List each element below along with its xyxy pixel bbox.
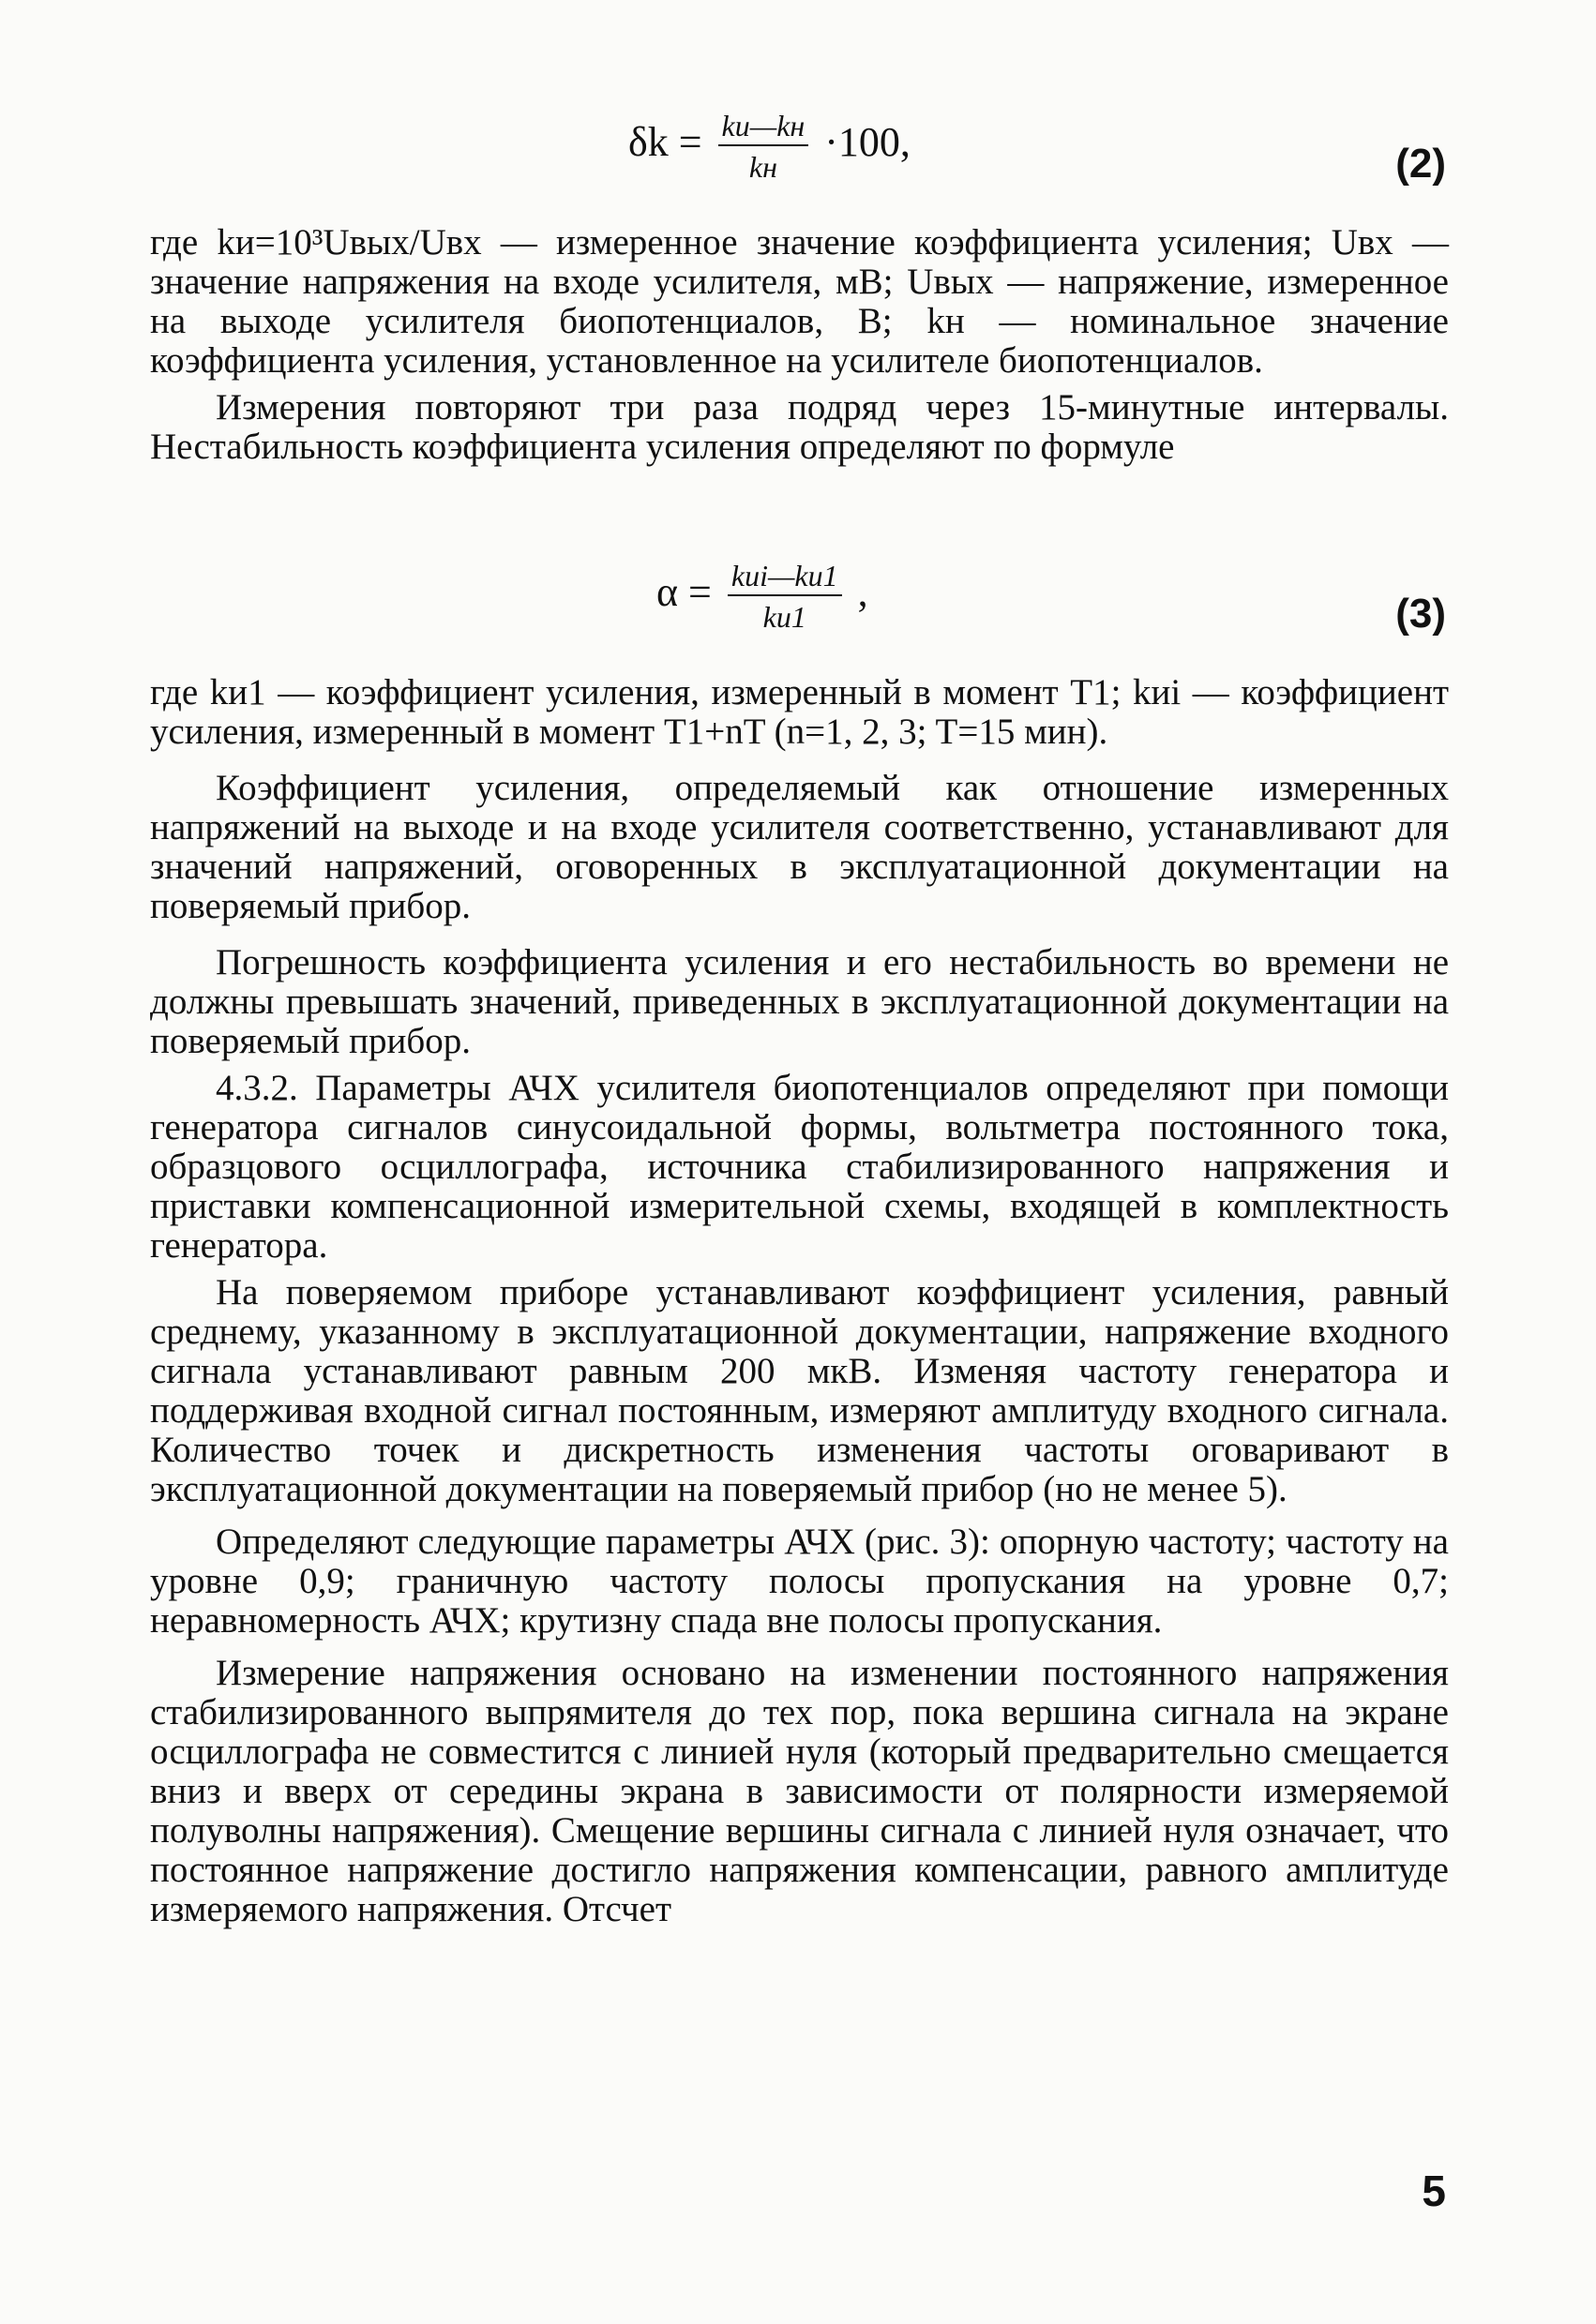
paragraph-definitions-1: где kи=10³Uвых/Uвх — измеренное значение коэффициента усиления; Uвх — значение напряжения на входе усилителя, мВ; Uвых — напряжение, измеренное на выходе усилителя биопотенциалов, В; kн — номинальное значение коэффициента усиления, установленное на усилителе биопотенциалов. [150,222,1449,381]
formula-2 [628,111,911,182]
paragraph-measurements: Измерения повторяют три раза подряд через 15-минутные интервалы. Нестабильность коэффициента усиления определяют по формуле [150,387,1449,467]
formula-2-lhs: δk = [628,119,702,166]
paragraph-setup: На поверяемом приборе устанавливают коэффициент усиления, равный среднему, указанному в эксплуатационной документации, напряжение входного сигнала устанавливают равным 200 мкВ. Изменяя частоту генератора и поддерживая входной сигнал постоянным, измеряют амплитуду входного сигнала. Количество точек и дискретность изменения частоты оговаривают в эксплуатационной документации на поверяемый прибор (но не менее 5). [150,1272,1449,1509]
formula-3-fraction [728,561,842,632]
formula-2-number: (2) [1395,141,1446,187]
formula-3-lhs: α = [656,569,712,616]
text-block-2 [150,673,1449,1929]
formula-3 [656,561,868,632]
paragraph-gain-ratio: Коэффициент усиления, определяемый как отношение измеренных напряжений на выходе и на входе усилителя соответственно, устанавливают для значений напряжений, оговоренных в эксплуатационной документации на поверяемый прибор. [150,768,1449,926]
page-number: 5 [1422,2167,1446,2215]
paragraph-parameters: Определяют следующие параметры АЧХ (рис. 3): опорную частоту; частоту на уровне 0,9; граничную частоту полосы пропускания на уровне 0,7; неравномерность АЧХ; крутизну спада вне полосы пропускания. [150,1522,1449,1641]
formula-2-fraction [718,111,809,182]
formula-2-numerator: kи—kн [718,111,809,146]
formula-2-denominator: kн [748,150,777,184]
formula-3-numerator: kиi—kи1 [728,561,842,596]
formula-3-denominator: kи1 [762,600,806,634]
paragraph-voltage-measurement: Измерение напряжения основано на изменении постоянного напряжения стабилизированного выпрямителя до тех пор, пока вершина сигнала на экране осциллографа не совместится с линией нуля (который предварительно смещается вниз и вверх от середины экрана в зависимости от полярности измеряемой полуволны напряжения). Смещение вершины сигнала с линией нуля означает, что постоянное напряжение достигло напряжения компенсации, равного амплитуде измеряемого напряжения. Отсчет [150,1653,1449,1929]
formula-3-number: (3) [1395,591,1446,637]
paragraph-section-4-3-2: 4.3.2. Параметры АЧХ усилителя биопотенциалов определяют при помощи генератора сигналов синусоидальной формы, вольтметра постоянного тока, образцового осциллографа, источника стабилизированного напряжения и приставки компенсационной измерительной схемы, входящей в комплектность генератора. [150,1068,1449,1266]
formula-2-tail: ·100, [824,119,911,166]
text-block-1 [150,223,1449,467]
paragraph-gain-error: Погрешность коэффициента усиления и его нестабильность во времени не должны превышать значений, приведенных в эксплуатационной документации на поверяемый прибор. [150,942,1449,1061]
paragraph-definitions-2: где kи1 — коэффициент усиления, измеренный в момент T1; kиi — коэффициент усиления, измеренный в момент T1+nT (n=1, 2, 3; T=15 мин). [150,672,1449,752]
formula-3-tail: , [857,569,868,616]
